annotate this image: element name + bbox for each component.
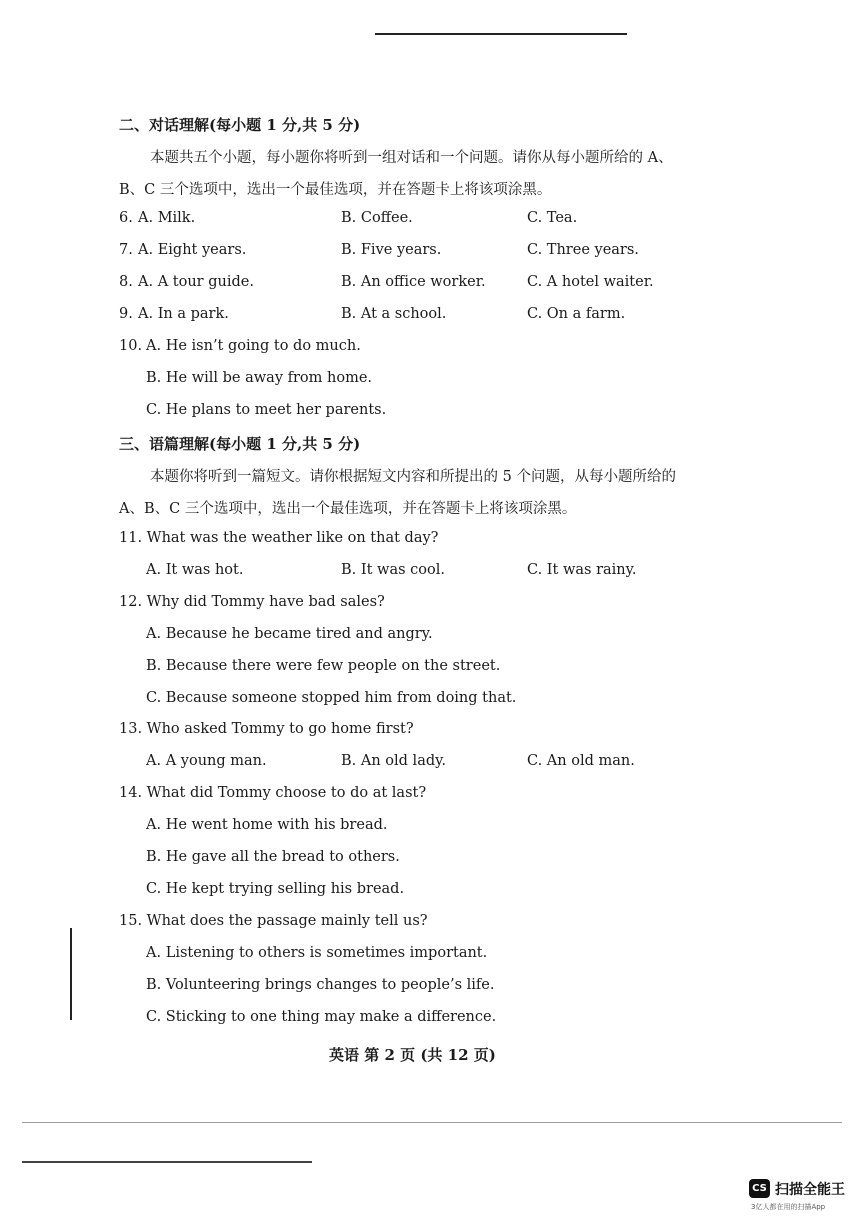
q14-option-a: A. He went home with his bread. <box>146 817 388 833</box>
scanner-tagline: 3亿人都在用的扫描App <box>751 1203 826 1211</box>
q12-option-a: A. Because he became tired and angry. <box>146 626 433 642</box>
q13-option-c: C. An old man. <box>527 753 635 769</box>
q6-option-c: C. Tea. <box>527 210 578 226</box>
section3-instruction-line2: A、B、C 三个选项中，选出一个最佳选项，并在答题卡上将该项涂黑。 <box>119 501 577 517</box>
scanner-logo-icon: CS <box>749 1179 770 1198</box>
q10-option-c: C. He plans to meet her parents. <box>146 402 387 418</box>
q15-option-b: B. Volunteering brings changes to people’s life. <box>146 977 495 993</box>
top-rule <box>375 33 627 35</box>
q9-option-b: B. At a school. <box>341 306 447 322</box>
q13-stem: 13. Who asked Tommy to go home first? <box>119 721 414 737</box>
q10-option-b: B. He will be away from home. <box>146 370 373 386</box>
q7-option-c: C. Three years. <box>527 242 639 258</box>
page-footer-label: 英语 第 2 页 (共 12 页) <box>329 1046 496 1064</box>
q11-option-a: A. It was hot. <box>146 562 244 578</box>
q7-option-b: B. Five years. <box>341 242 442 258</box>
q8-number: 8. <box>119 274 133 290</box>
q11-option-c: C. It was rainy. <box>527 562 637 578</box>
section2-instruction-line2: B、C 三个选项中，选出一个最佳选项，并在答题卡上将该项涂黑。 <box>119 182 552 198</box>
q6-option-b: B. Coffee. <box>341 210 413 226</box>
q15-option-c: C. Sticking to one thing may make a difference. <box>146 1009 497 1025</box>
section2-instruction-line1: 本题共五个小题，每小题你将听到一组对话和一个问题。请你从每小题所给的 A、 <box>150 150 673 166</box>
q14-stem: 14. What did Tommy choose to do at last? <box>119 785 427 801</box>
q11-stem: 11. What was the weather like on that day? <box>119 530 439 546</box>
left-margin-rule <box>70 928 72 1020</box>
q9-number: 9. <box>119 306 133 322</box>
q13-option-b: B. An old lady. <box>341 753 446 769</box>
bottom-short-rule <box>22 1161 312 1163</box>
section2-heading: 二、对话理解(每小题 1 分,共 5 分) <box>119 116 361 134</box>
q9-option-a: A. In a park. <box>138 306 229 322</box>
q12-option-b: B. Because there were few people on the street. <box>146 658 501 674</box>
section3-heading: 三、语篇理解(每小题 1 分,共 5 分) <box>119 435 361 453</box>
q14-option-b: B. He gave all the bread to others. <box>146 849 400 865</box>
q6-option-a: A. Milk. <box>138 210 196 226</box>
q6-number: 6. <box>119 210 133 226</box>
section3-instruction-line1: 本题你将听到一篇短文。请你根据短文内容和所提出的 5 个问题，从每小题所给的 <box>150 469 676 485</box>
q7-number: 7. <box>119 242 133 258</box>
q15-option-a: A. Listening to others is sometimes important. <box>146 945 488 961</box>
q7-option-a: A. Eight years. <box>138 242 247 258</box>
q11-option-b: B. It was cool. <box>341 562 445 578</box>
q10-number: 10. <box>119 338 143 354</box>
bottom-rule <box>22 1122 842 1123</box>
q12-option-c: C. Because someone stopped him from doing that. <box>146 690 517 706</box>
q13-option-a: A. A young man. <box>146 753 267 769</box>
q12-stem: 12. Why did Tommy have bad sales? <box>119 594 385 610</box>
q9-option-c: C. On a farm. <box>527 306 626 322</box>
q10-option-a: A. He isn’t going to do much. <box>146 338 361 354</box>
q15-stem: 15. What does the passage mainly tell us? <box>119 913 428 929</box>
scanner-brand-name: 扫描全能王 <box>775 1182 845 1198</box>
q8-option-a: A. A tour guide. <box>138 274 254 290</box>
q8-option-c: C. A hotel waiter. <box>527 274 654 290</box>
q8-option-b: B. An office worker. <box>341 274 486 290</box>
q14-option-c: C. He kept trying selling his bread. <box>146 881 405 897</box>
